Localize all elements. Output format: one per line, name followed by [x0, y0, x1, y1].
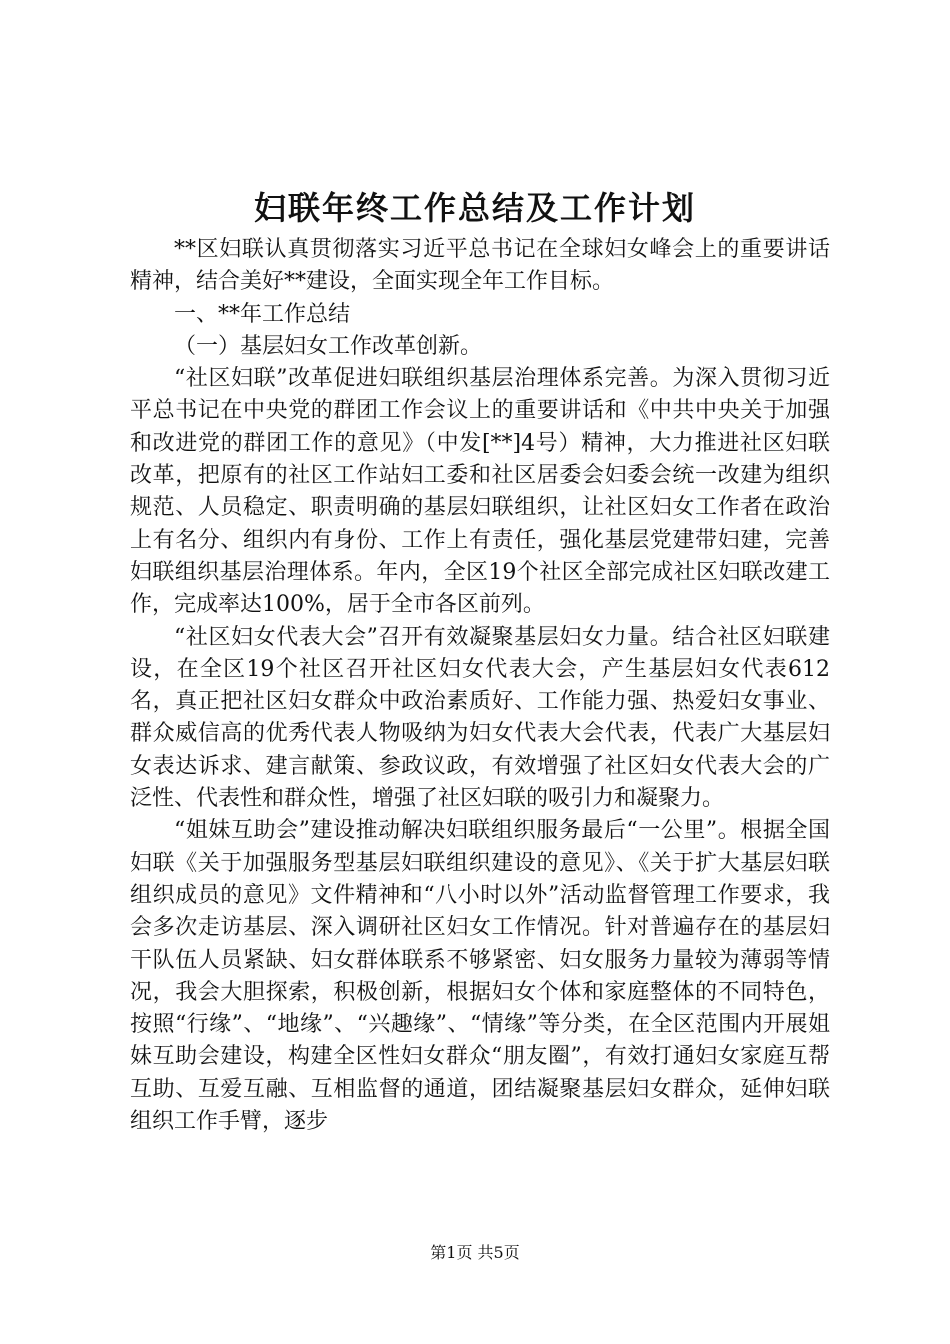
paragraph-intro: **区妇联认真贯彻落实习近平总书记在全球妇女峰会上的重要讲话精神，结合美好**建设，全面实现全年工作目标。 — [130, 237, 830, 295]
document-body — [130, 234, 830, 1138]
page-number: 第1页 共5页 — [430, 1243, 520, 1262]
subsection-heading: （一）基层妇女工作改革创新。 — [174, 333, 483, 359]
paragraph-sisters-association: “姐妹互助会”建设推动解决妇联组织服务最后“一公里”。根据全国妇联《关于加强服务型基层妇联组织建设的意见》、《关于扩大基层妇联组织成员的意见》文件精神和“八小时以外”活动监督管理工作要求，我会多次走访基层、深入调研社区妇女工作情况。针对普遍存在的基层妇干队伍人员紧缺、妇女群体联系不够紧密、妇女服务力量较为薄弱等情况，我会大胆探索，积极创新，根据妇女个体和家庭整体的不同特色，按照“行缘”、“地缘”、“兴趣缘”、“情缘”等分类，在全区范围内开展姐妹互助会建设，构建全区性妇女群众“朋友圈”，有效打通妇女家庭互帮互助、互爱互融、互相监督的通道，团结凝聚基层妇女群众，延伸妇联组织工作手臂，逐步 — [130, 818, 830, 1135]
section-heading: 一、**年工作总结 — [174, 301, 351, 327]
document-title: 妇联年终工作总结及工作计划 — [253, 189, 696, 227]
paragraph-women-congress: “社区妇女代表大会”召开有效凝聚基层妇女力量。结合社区妇联建设，在全区19个社区召开社区妇女代表大会，产生基层妇女代表612名，真正把社区妇女群众中政治素质好、工作能力强、热爱妇女事业、群众威信高的优秀代表人物吸纳为妇女代表大会代表，代表广大基层妇女表达诉求、建言献策、参政议政，有效增强了社区妇女代表大会的广泛性、代表性和群众性，增强了社区妇联的吸引力和凝聚力。 — [130, 624, 830, 812]
paragraph-community-reform: “社区妇联”改革促进妇联组织基层治理体系完善。为深入贯彻习近平总书记在中央党的群团工作会议上的重要讲话和《中共中央关于加强和改进党的群团工作的意见》（中发[**]4号）精神，大力推进社区妇联改革，把原有的社区工作站妇工委和社区居委会妇委会统一改建为组织规范、人员稳定、职责明确的基层妇联组织，让社区妇女工作者在政治上有名分、组织内有身份、工作上有责任，强化基层党建带妇建，完善妇联组织基层治理体系。年内，全区19个社区全部完成社区妇联改建工作，完成率达100%，居于全市各区前列。 — [130, 366, 830, 618]
